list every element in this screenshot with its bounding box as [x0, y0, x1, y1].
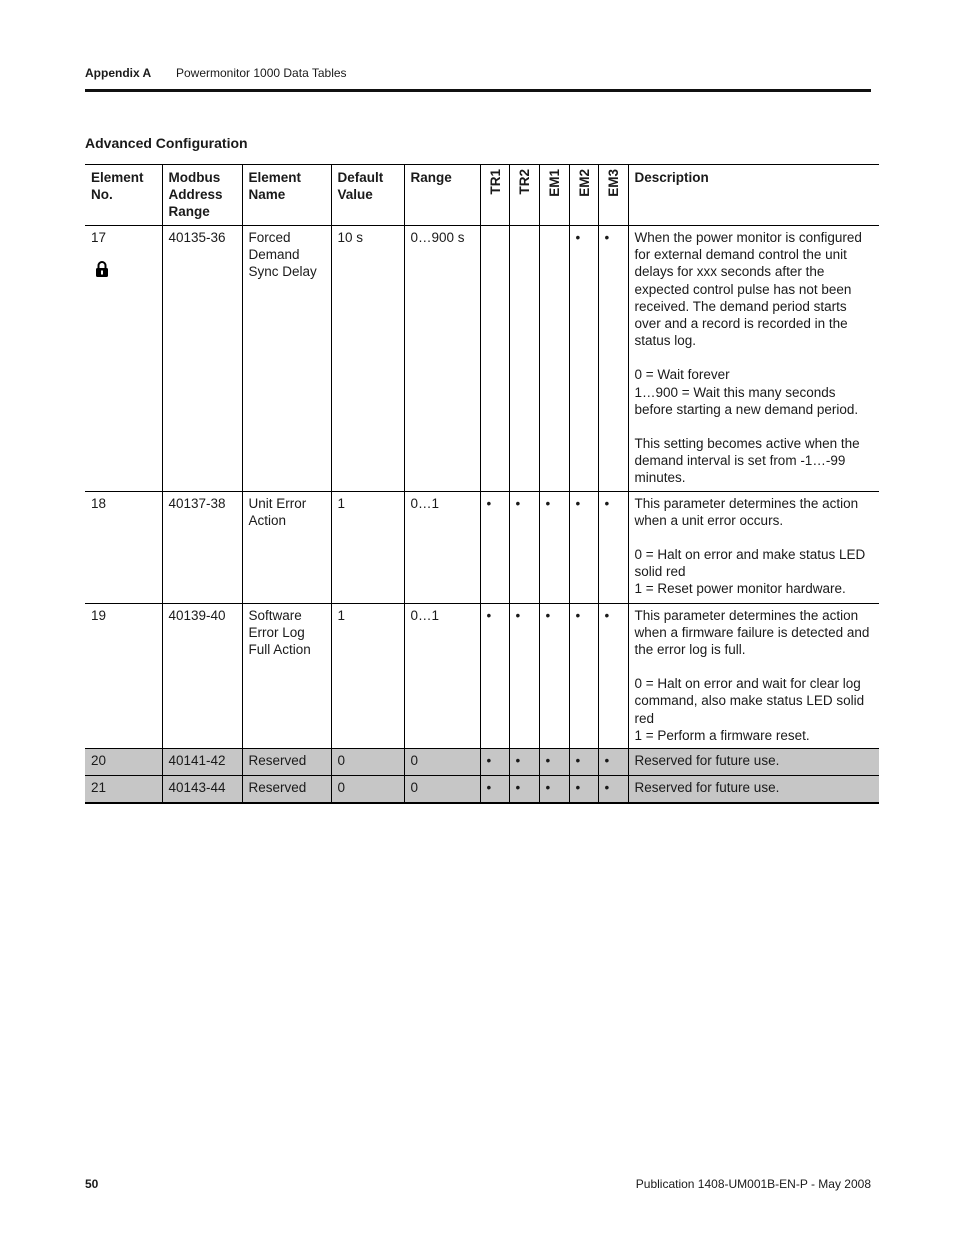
cell-em1: •: [539, 491, 569, 603]
col-element-name: Element Name: [242, 165, 331, 226]
header-title: Powermonitor 1000 Data Tables: [176, 66, 347, 80]
table-row: [85, 749, 879, 776]
cell-element-name: Unit Error Action: [242, 491, 331, 603]
cell-em3: •: [598, 749, 628, 776]
cell-range: 0: [404, 749, 480, 776]
cell-em2: •: [569, 603, 598, 748]
col-em1: EM1: [539, 165, 569, 226]
cell-tr2: •: [509, 491, 539, 603]
cell-tr1: •: [480, 491, 509, 603]
col-range: Range: [404, 165, 480, 226]
cell-em1: •: [539, 776, 569, 803]
table-row: [85, 603, 879, 748]
cell-em1: •: [539, 749, 569, 776]
cell-description: Reserved for future use.: [628, 776, 879, 803]
table-row: [85, 776, 879, 803]
page-header: [85, 66, 871, 80]
cell-tr1: •: [480, 603, 509, 748]
cell-element-no: 20: [85, 749, 162, 776]
col-em3: EM3: [598, 165, 628, 226]
cell-default: 1: [331, 603, 404, 748]
cell-default: 10 s: [331, 226, 404, 492]
header-rule: [85, 89, 871, 92]
section-title: Advanced Configuration: [85, 135, 248, 151]
appendix-label: Appendix A: [85, 66, 152, 80]
cell-em3: •: [598, 226, 628, 492]
col-em2: EM2: [569, 165, 598, 226]
cell-element-name: Software Error Log Full Action: [242, 603, 331, 748]
cell-tr1: •: [480, 749, 509, 776]
cell-description: This parameter determines the action when a firmware failure is detected and the error log is full. 0 = Halt on error and wait for clear log command, also make status LED solid red 1 = Perform a firmware reset.: [628, 603, 879, 748]
col-description: Description: [628, 165, 879, 226]
lock-icon: [95, 260, 109, 278]
cell-em2: •: [569, 226, 598, 492]
cell-em1: •: [539, 603, 569, 748]
cell-em1: [539, 226, 569, 492]
cell-em2: •: [569, 491, 598, 603]
page-number: 50: [85, 1177, 99, 1191]
cell-element-no: 17: [85, 226, 162, 492]
cell-description: This parameter determines the action when a unit error occurs. 0 = Halt on error and make status LED solid red 1 = Reset power monitor hardware.: [628, 491, 879, 603]
cell-default: 1: [331, 491, 404, 603]
col-element-no: Element No.: [85, 165, 162, 226]
cell-modbus: 40143-44: [162, 776, 242, 803]
table-row: [85, 491, 879, 603]
advanced-configuration-table: [85, 164, 879, 804]
cell-element-no: 21: [85, 776, 162, 803]
cell-em3: •: [598, 603, 628, 748]
cell-em2: •: [569, 776, 598, 803]
cell-modbus: 40139-40: [162, 603, 242, 748]
cell-tr1: [480, 226, 509, 492]
cell-element-name: Reserved: [242, 749, 331, 776]
cell-element-name: Reserved: [242, 776, 331, 803]
col-modbus-address-range: Modbus Address Range: [162, 165, 242, 226]
cell-tr2: •: [509, 749, 539, 776]
table-header-row: [85, 165, 879, 226]
col-tr1: TR1: [480, 165, 509, 226]
col-tr2: TR2: [509, 165, 539, 226]
cell-range: 0…1: [404, 603, 480, 748]
cell-default: 0: [331, 776, 404, 803]
cell-description: Reserved for future use.: [628, 749, 879, 776]
cell-em3: •: [598, 491, 628, 603]
table-row: [85, 226, 879, 492]
cell-range: 0…900 s: [404, 226, 480, 492]
cell-element-no: 19: [85, 603, 162, 748]
cell-description: When the power monitor is configured for external demand control the unit delays for xxx seconds after the expected control pulse has not been received. The demand period starts over and a record is recorded in the status log. 0 = Wait forever 1…900 = Wait this many seconds before starting a new demand period. This setting becomes active when the demand interval is set from -1…-99 minutes.: [628, 226, 879, 492]
cell-default: 0: [331, 749, 404, 776]
cell-modbus: 40135-36: [162, 226, 242, 492]
cell-range: 0…1: [404, 491, 480, 603]
cell-modbus: 40141-42: [162, 749, 242, 776]
cell-range: 0: [404, 776, 480, 803]
cell-tr2: •: [509, 603, 539, 748]
cell-element-no: 18: [85, 491, 162, 603]
publication-id: Publication 1408-UM001B-EN-P - May 2008: [635, 1177, 871, 1191]
cell-em2: •: [569, 749, 598, 776]
cell-tr2: [509, 226, 539, 492]
cell-element-name: Forced Demand Sync Delay: [242, 226, 331, 492]
cell-modbus: 40137-38: [162, 491, 242, 603]
cell-tr1: •: [480, 776, 509, 803]
cell-em3: •: [598, 776, 628, 803]
cell-tr2: •: [509, 776, 539, 803]
col-default-value: Default Value: [331, 165, 404, 226]
